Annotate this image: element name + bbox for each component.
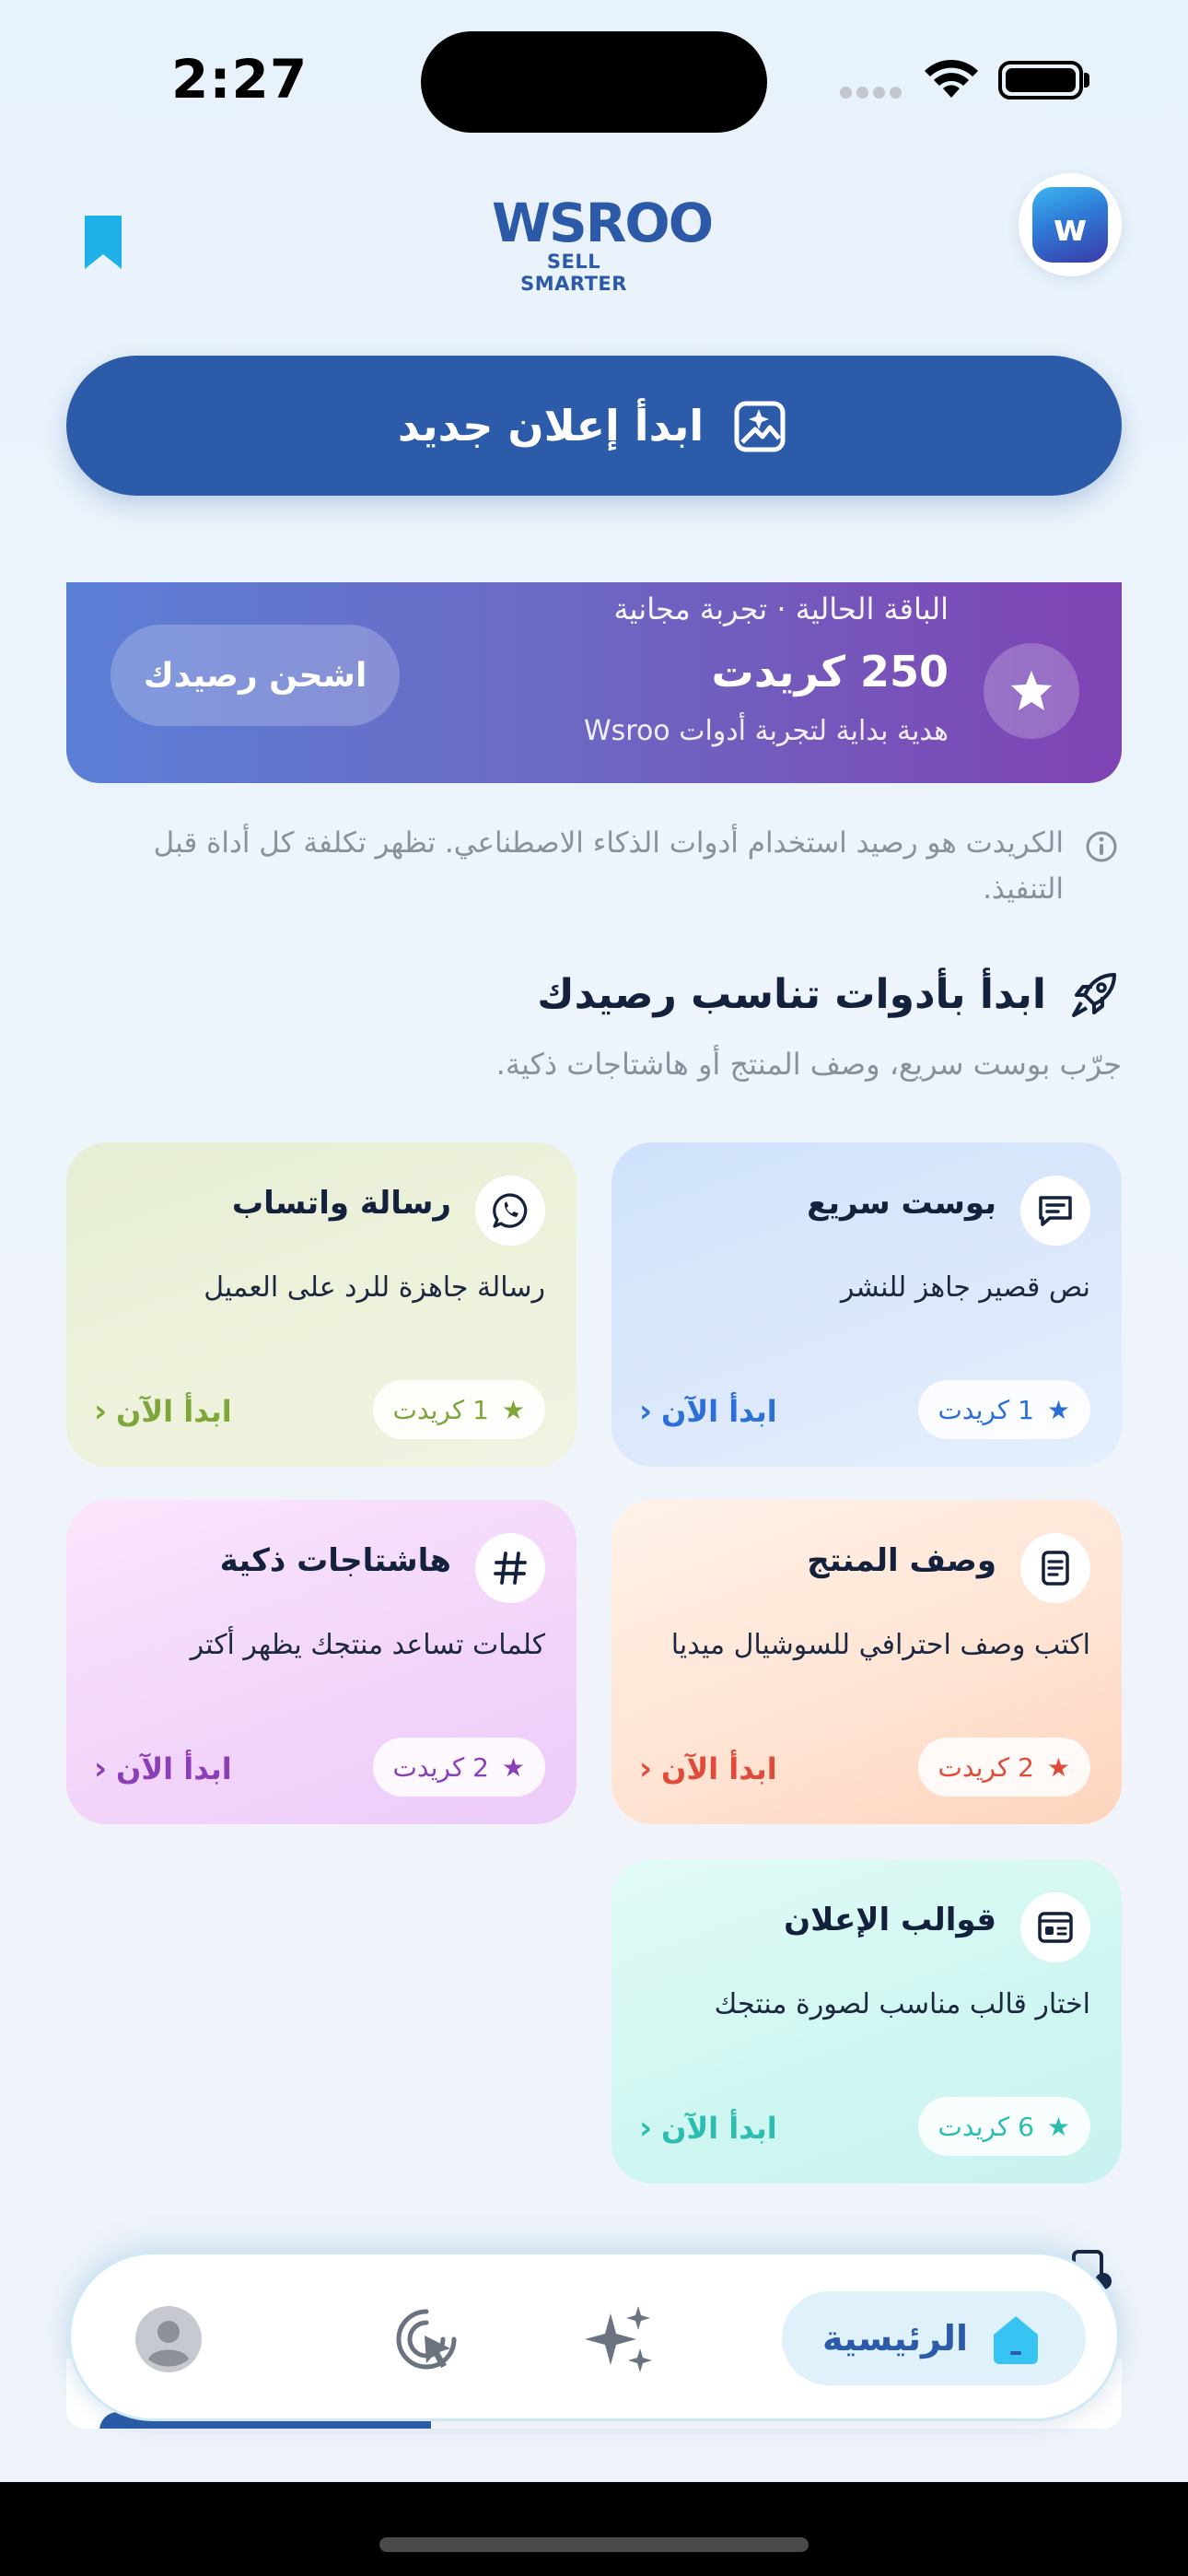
app-avatar[interactable] (1019, 173, 1122, 276)
start-now-link[interactable] (639, 2110, 777, 2147)
chevron-left-icon: ‹ (639, 2110, 653, 2147)
credit-amount: 250 كريدت (711, 647, 949, 697)
start-label: ابدأ الآن (661, 2111, 777, 2146)
template-icon (1020, 1892, 1090, 1962)
plan-card (66, 582, 1122, 783)
section-header (537, 967, 1122, 1021)
signal-icon (840, 85, 906, 98)
plan-caption: الباقة الحالية · تجربة مجانية (613, 591, 949, 626)
new-ad-button[interactable] (66, 356, 1122, 496)
chevron-left-icon: ‹ (639, 1751, 653, 1787)
star-icon: ★ (1046, 1394, 1070, 1425)
document-icon (1020, 1533, 1090, 1603)
star-icon (984, 643, 1079, 739)
cost-badge (918, 1380, 1090, 1439)
system-bottom-bar (0, 2482, 1188, 2576)
image-sparkle-icon (731, 396, 790, 455)
tool-card-whatsapp[interactable] (66, 1142, 577, 1467)
credit-info (92, 820, 1119, 912)
tool-title: وصف المنتج (807, 1542, 996, 1579)
dynamic-island (421, 31, 767, 133)
tool-title: رسالة واتساب (231, 1185, 451, 1222)
tool-card-product-description[interactable] (611, 1500, 1122, 1824)
cost-label: 1 كريدت (392, 1394, 489, 1425)
tool-desc: كلمات تساعد منتجك يظهر أكتر (190, 1629, 545, 1661)
cost-badge (918, 1738, 1090, 1797)
section-title: ابدأ بأدوات تناسب رصيدك (537, 970, 1046, 1018)
target-cursor-icon (391, 2304, 461, 2374)
cost-badge (373, 1738, 545, 1797)
cost-label: 6 كريدت (938, 2111, 1034, 2142)
info-icon (1084, 829, 1119, 864)
tool-card-quick-post[interactable] (611, 1142, 1122, 1467)
tab-ai-tools[interactable] (577, 2297, 662, 2382)
cost-badge (918, 2097, 1090, 2156)
home-indicator[interactable] (379, 2537, 809, 2552)
start-now-link[interactable] (639, 1751, 777, 1787)
status-time: 2:27 (171, 48, 309, 111)
chat-icon (1020, 1176, 1090, 1246)
star-icon: ★ (501, 1394, 525, 1425)
cost-label: 2 كريدت (938, 1751, 1034, 1783)
start-now-link[interactable] (94, 1393, 232, 1430)
sparkles-icon (583, 2302, 657, 2376)
chevron-left-icon: ‹ (94, 1751, 108, 1787)
star-icon: ★ (1046, 2111, 1070, 2142)
tab-profile[interactable] (126, 2297, 211, 2382)
hashtag-icon (475, 1533, 545, 1603)
recharge-button[interactable]: اشحن رصيدك (111, 625, 400, 726)
tool-card-ad-templates[interactable] (611, 1859, 1122, 2184)
battery-icon (998, 61, 1083, 100)
rocket-icon (1068, 967, 1122, 1021)
bottom-tab-bar (68, 2252, 1120, 2421)
tab-home-label: الرئيسية (822, 2318, 968, 2359)
tab-campaigns[interactable] (384, 2297, 469, 2382)
start-label: ابدأ الآن (661, 1751, 777, 1786)
cost-label: 2 كريدت (392, 1751, 489, 1783)
star-icon: ★ (501, 1751, 525, 1783)
battery-tip (1084, 73, 1089, 88)
tool-title: قوالب الإعلان (784, 1902, 996, 1938)
wifi-icon (923, 57, 980, 100)
tool-title: هاشتاجات ذكية (219, 1542, 451, 1579)
bookmark-icon[interactable] (81, 212, 125, 273)
new-ad-label: ابدأ إعلان جديد (397, 401, 705, 451)
logo-tagline: SELL SMARTER (520, 251, 627, 295)
tool-desc: رسالة جاهزة للرد على العميل (204, 1271, 545, 1304)
tab-home[interactable] (782, 2291, 1086, 2385)
home-icon (986, 2309, 1045, 2368)
star-icon: ★ (1046, 1751, 1070, 1783)
chevron-left-icon: ‹ (639, 1393, 653, 1430)
chevron-left-icon: ‹ (94, 1393, 108, 1430)
cost-label: 1 كريدت (938, 1394, 1034, 1425)
tool-title: بوست سريع (807, 1185, 996, 1222)
tool-desc: اكتب وصف احترافي للسوشيال ميديا (670, 1629, 1090, 1661)
app-logo (492, 192, 713, 295)
tool-desc: نص قصير جاهز للنشر (840, 1271, 1090, 1304)
profile-icon (134, 2304, 204, 2374)
whatsapp-icon (475, 1176, 545, 1246)
avatar-letter: w (1053, 207, 1088, 250)
start-now-link[interactable] (639, 1393, 777, 1430)
start-label: ابدأ الآن (116, 1394, 232, 1429)
info-text: الكريدت هو رصيد استخدام أدوات الذكاء الاصطناعي. تظهر تكلفة كل أداة قبل التنفيذ. (153, 826, 1064, 906)
tool-desc: اختار قالب مناسب لصورة منتجك (714, 1988, 1090, 2020)
tool-card-hashtags[interactable] (66, 1500, 577, 1824)
start-label: ابدأ الآن (661, 1394, 777, 1429)
start-label: ابدأ الآن (116, 1751, 232, 1786)
cost-badge (373, 1380, 545, 1439)
logo-word: WSROO (492, 192, 713, 254)
start-now-link[interactable] (94, 1751, 232, 1787)
plan-note: هدية بداية لتجربة أدوات Wsroo (583, 715, 949, 747)
section-subtitle: جرّب بوست سريع، وصف المنتج أو هاشتاجات ذكية. (495, 1047, 1122, 1082)
